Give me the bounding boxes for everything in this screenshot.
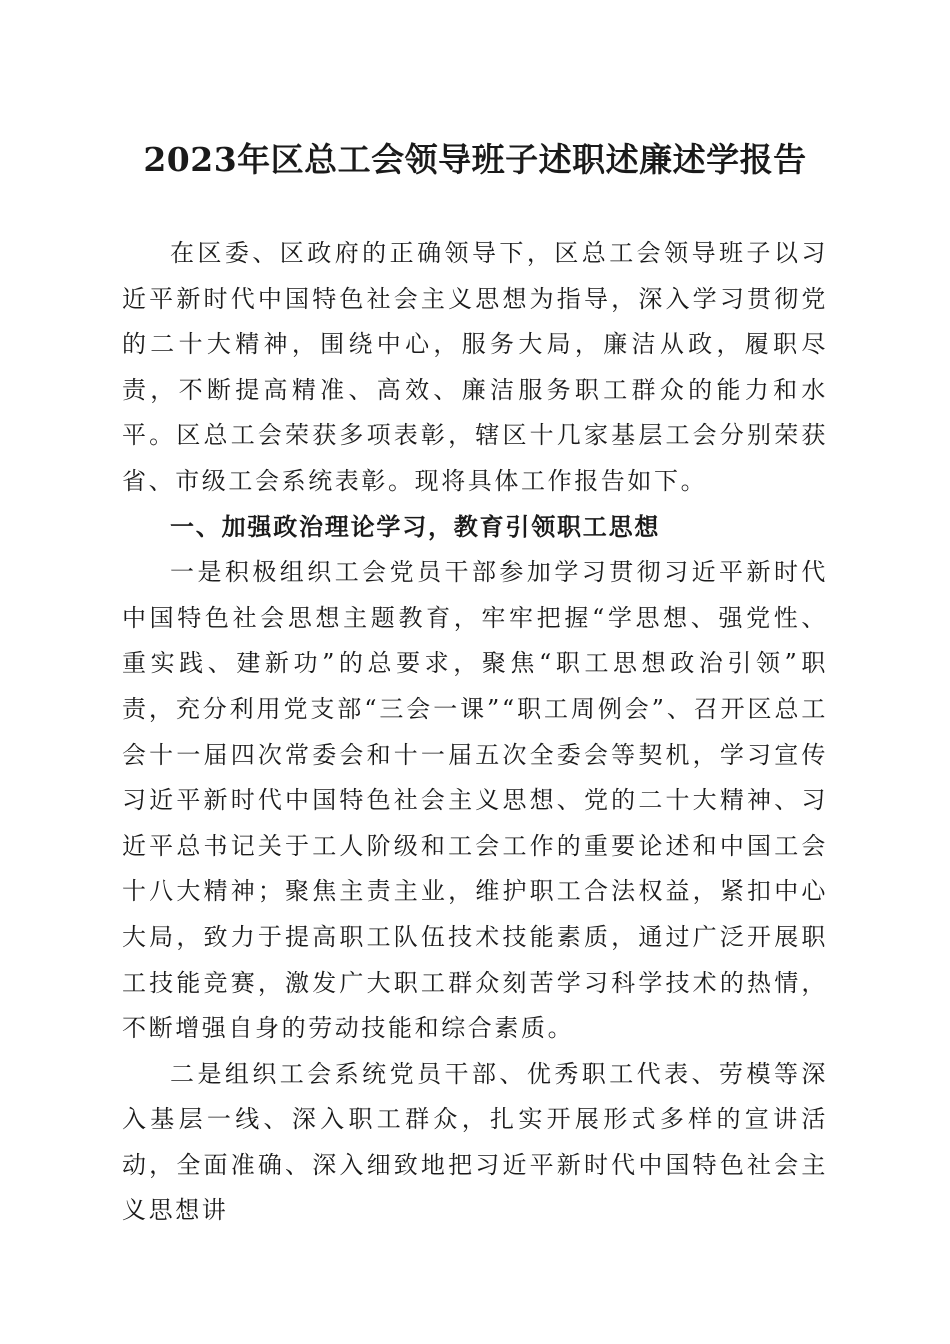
section-heading: 一、加强政治理论学习，教育引领职工思想 <box>170 512 661 541</box>
intro-paragraph: 在区委、区政府的正确领导下，区总工会领导班子以习近平新时代中国特色社会主义思想为指导，深入学习贯彻党的二十大精神，围绕中心，服务大局，廉洁从政，履职尽责，不断提高精准、高效、廉洁服务职工群众的能力和水平。区总工会荣获多项表彰，辖区十几家基层工会分别荣获省、市级工会系统表彰。现将具体工作报告如下。 <box>122 239 828 495</box>
section-paragraph-2: 二是组织工会系统党员干部、优秀职工代表、劳模等深入基层一线、深入职工群众，扎实开展形式多样的宣讲活动，全面准确、深入细致地把习近平新时代中国特色社会主义思想讲 <box>122 1059 828 1225</box>
section-paragraph-1: 一是积极组织工会党员干部参加学习贯彻习近平新时代中国特色社会思想主题教育，牢牢把握“学思想、强党性、重实践、建新功”的总要求，聚焦“职工思想政治引领”职责，充分利用党支部“三会一课”“职工周例会”、召开区总工会十一届四次常委会和十一届五次全委会等契机，学习宣传习近平新时代中国特色社会主义思想、党的二十大精神、习近平总书记关于工人阶级和工会工作的重要论述和中国工会十八大精神；聚焦主责主业，维护职工合法权益，紧扣中心大局，致力于提高职工队伍技术技能素质，通过广泛开展职工技能竞赛，激发广大职工群众刻苦学习科学技术的热情，不断增强自身的劳动技能和综合素质。 <box>122 558 828 1043</box>
document-body <box>122 231 828 1234</box>
document-title: 2023年区总工会领导班子述职述廉述学报告 <box>143 140 807 179</box>
